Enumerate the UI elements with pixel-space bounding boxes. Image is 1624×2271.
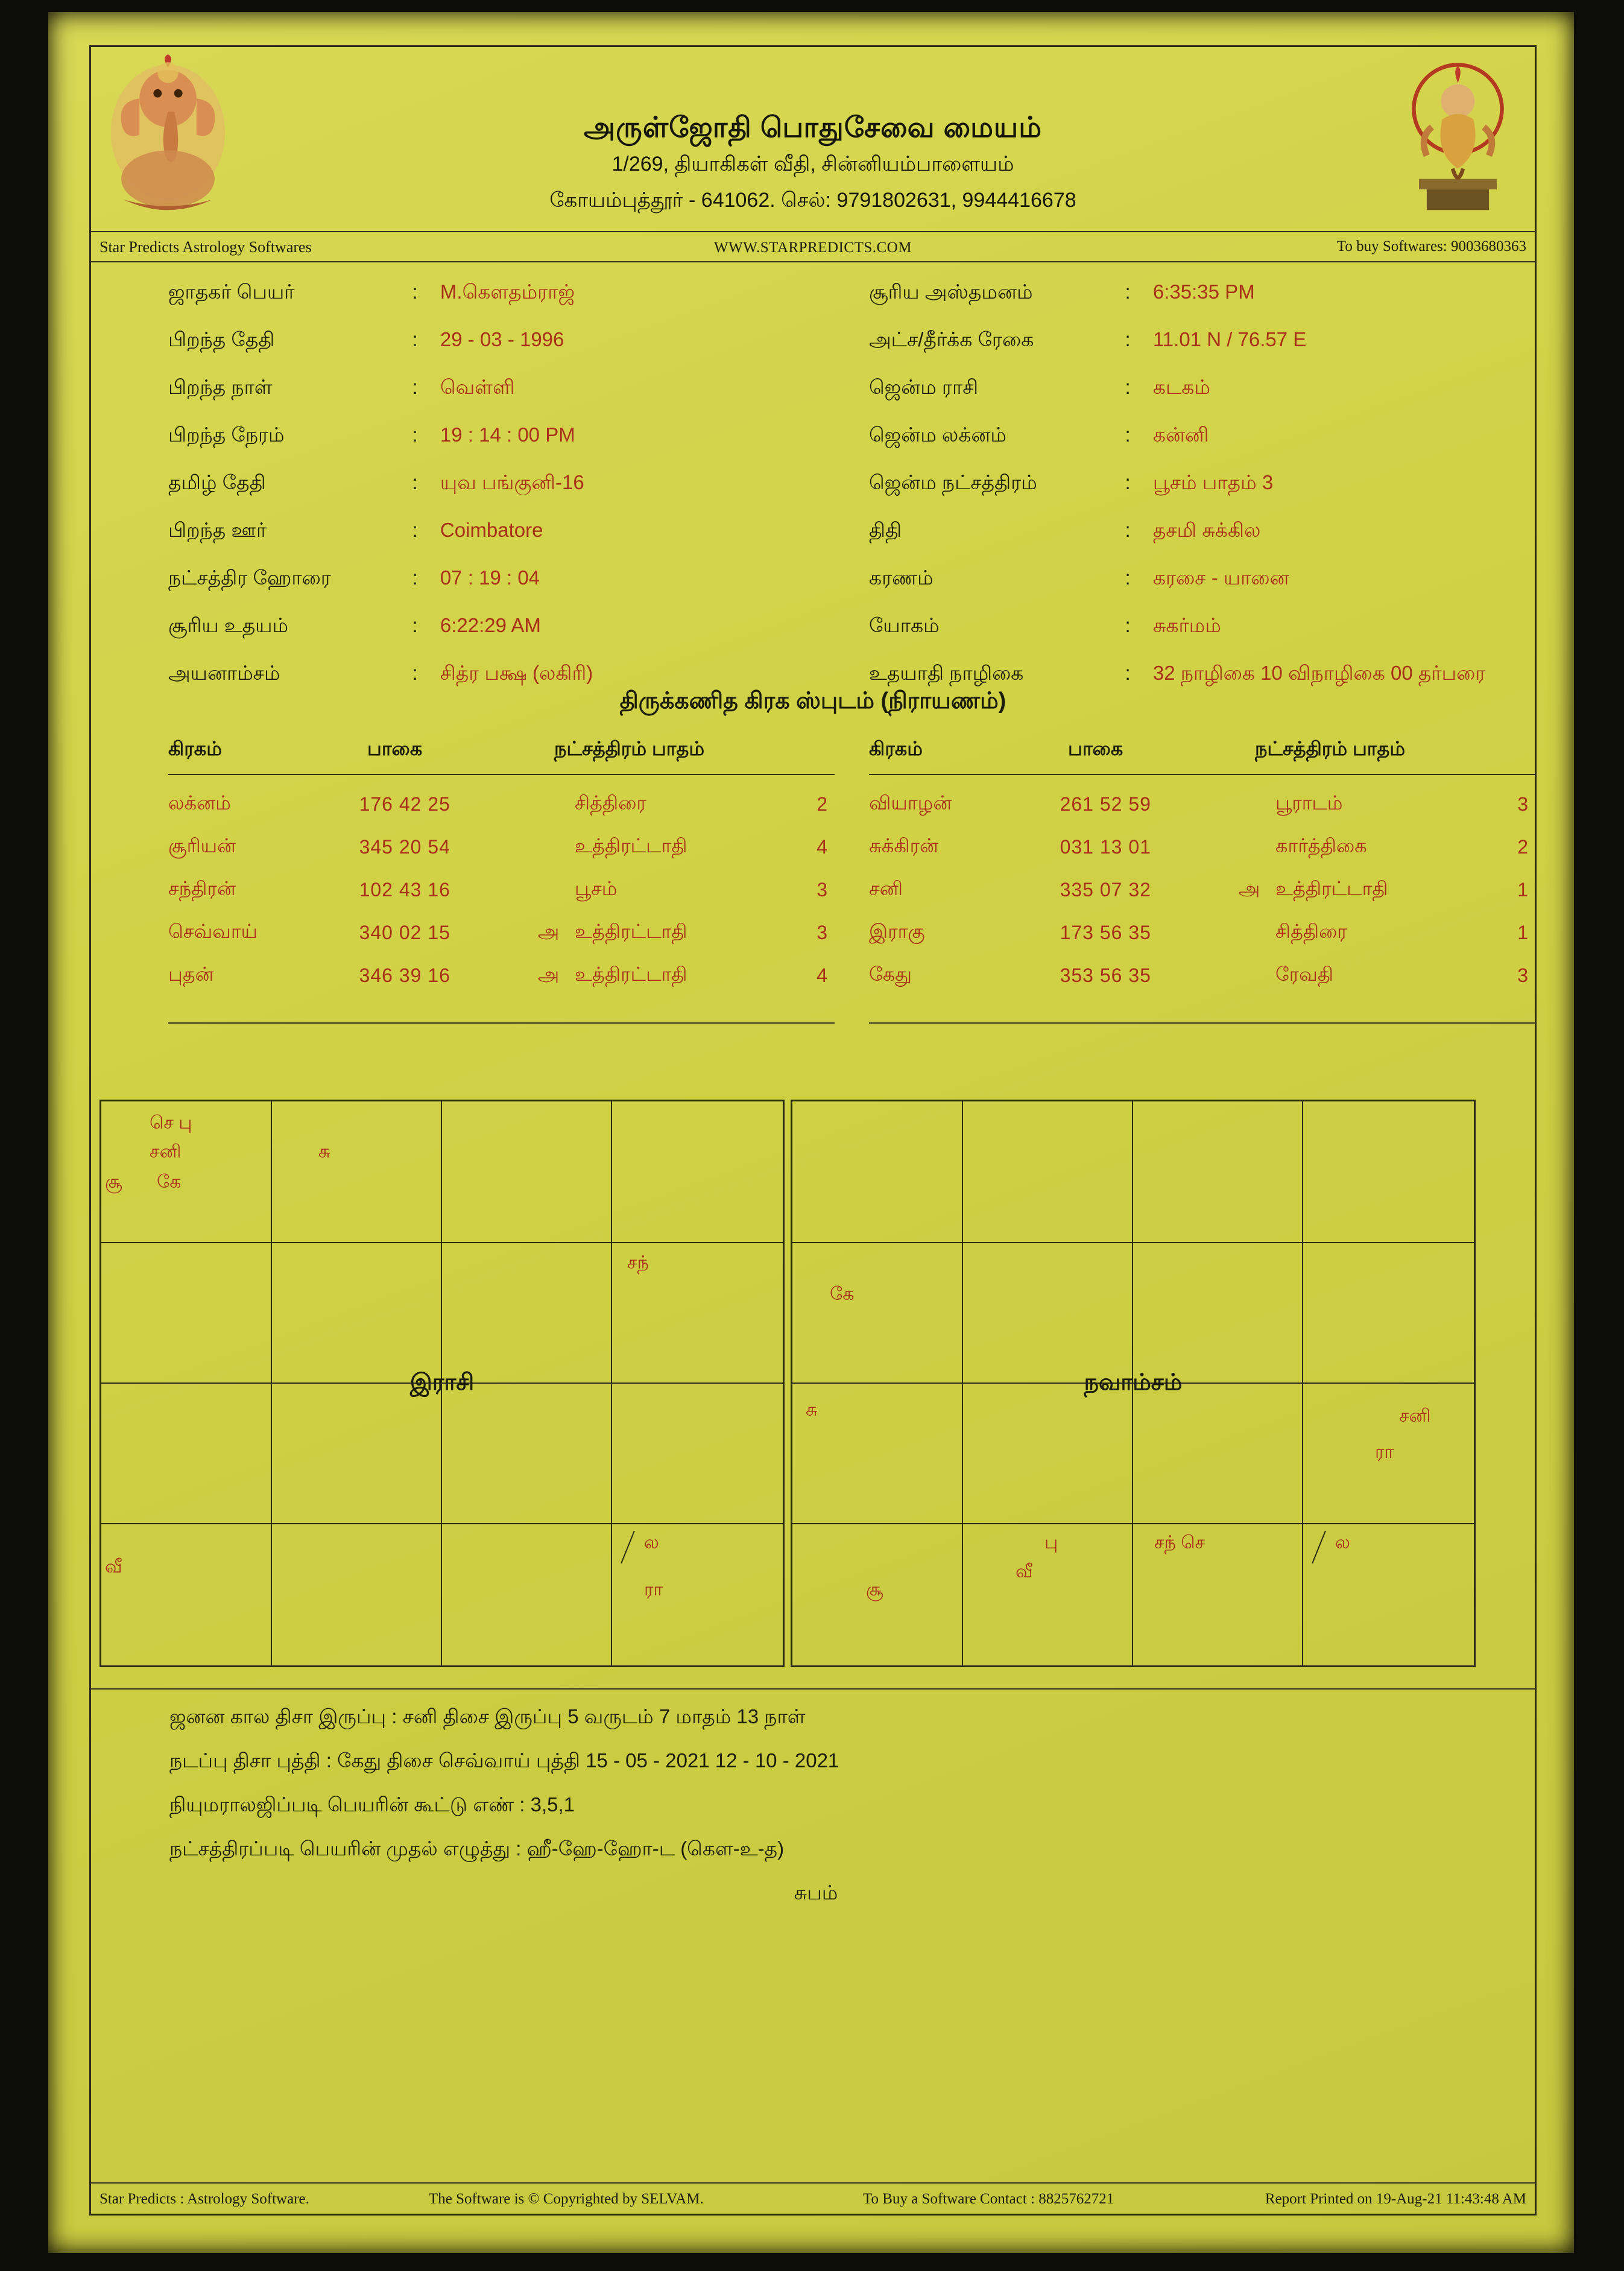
table-row bbox=[168, 955, 835, 998]
colon: : bbox=[412, 566, 418, 589]
planet-retro-flag bbox=[538, 869, 575, 912]
lagna-marker bbox=[1312, 1531, 1326, 1564]
particular-row bbox=[869, 614, 1485, 662]
rasi-cell-text: சனி bbox=[150, 1142, 182, 1162]
particular-value: M.கௌதம்ராஜ் bbox=[440, 280, 575, 303]
table-row bbox=[869, 869, 1535, 912]
particular-value: Coimbatore bbox=[440, 519, 543, 541]
planet-degree: 335 07 32 bbox=[1060, 879, 1151, 901]
particular-label: யோகம் bbox=[869, 614, 940, 636]
particular-value: 07 : 19 : 04 bbox=[440, 566, 540, 589]
table-row bbox=[869, 784, 1535, 826]
divider bbox=[869, 1022, 1535, 1024]
particular-label: சூரிய அஸ்தமனம் bbox=[869, 280, 1033, 303]
particular-label: அயனாம்சம் bbox=[168, 662, 280, 684]
current-dasa-bukthi-line: நடப்பு திசா புத்தி : கேது திசை செவ்வாய் புத்தி 15 - 05 - 2021 12 - 10 - 2021 bbox=[169, 1749, 839, 1772]
colon: : bbox=[1125, 280, 1131, 303]
planet-degree: 102 43 16 bbox=[359, 879, 450, 901]
planet-star: உத்திரட்டாதி bbox=[575, 835, 687, 857]
particular-label: ஜாதகர் பெயர் bbox=[168, 280, 295, 303]
navamsa-cell-text: சந் செ bbox=[1154, 1533, 1205, 1553]
navamsa-cell-text: கே bbox=[830, 1284, 855, 1304]
planet-pada: 3 bbox=[1517, 964, 1528, 986]
rasi-chart bbox=[100, 1100, 785, 1667]
particulars-right-column bbox=[869, 280, 1485, 709]
particular-row bbox=[869, 376, 1485, 423]
col-degree: பாகை bbox=[367, 738, 423, 759]
planet-retro-flag bbox=[1239, 784, 1275, 826]
planet-retro-flag bbox=[538, 784, 575, 826]
planet-name: சூரியன் bbox=[168, 835, 236, 857]
dasa-summary bbox=[91, 1688, 1535, 1907]
particular-value: 29 - 03 - 1996 bbox=[440, 328, 564, 350]
particular-value: 32 நாழிகை 10 விநாழிகை 00 தர்பரை bbox=[1152, 662, 1486, 684]
colon: : bbox=[412, 376, 418, 398]
planet-star: உத்திரட்டாதி bbox=[575, 963, 687, 985]
planet-degree: 353 56 35 bbox=[1060, 964, 1151, 986]
planet-name: வியாழன் bbox=[869, 792, 952, 814]
footer-print-timestamp: Report Printed on 19-Aug-21 11:43:48 AM bbox=[1265, 2191, 1526, 2207]
particular-row bbox=[168, 471, 593, 519]
planet-degree: 261 52 59 bbox=[1060, 793, 1151, 815]
name-letter-line: நட்சத்திரப்படி பெயரின் முதல் எழுத்து : ஹீ-ஹே-ஹோ-ட (கௌ-உ-த) bbox=[169, 1837, 785, 1860]
particular-label: நட்சத்திர ஹோரை bbox=[168, 566, 331, 589]
particular-label: ஜென்ம நட்சத்திரம் bbox=[869, 471, 1037, 493]
rasi-cell-text: ல bbox=[644, 1533, 659, 1553]
navamsa-chart bbox=[791, 1100, 1476, 1667]
planet-name: சுக்கிரன் bbox=[869, 835, 939, 857]
rasi-chart-title: இராசி bbox=[409, 1370, 475, 1395]
rasi-cell-text: ரா bbox=[644, 1580, 663, 1600]
planet-star: உத்திரட்டாதி bbox=[1275, 878, 1388, 899]
software-brand: Star Predicts Astrology Softwares bbox=[100, 238, 312, 256]
col-degree: பாகை bbox=[1068, 738, 1123, 759]
colon: : bbox=[412, 471, 418, 493]
rasi-cell-text: சூ bbox=[105, 1172, 122, 1192]
planet-star: சித்திரை bbox=[1275, 920, 1347, 942]
planet-pada: 2 bbox=[817, 793, 827, 815]
org-name: அருள்ஜோதி பொதுசேவை மையம் bbox=[583, 111, 1043, 143]
navamsa-cell-text: பு bbox=[1044, 1533, 1058, 1553]
page-border bbox=[89, 45, 1537, 2216]
planet-pada: 1 bbox=[1517, 879, 1528, 901]
table-row bbox=[168, 912, 835, 955]
particular-row bbox=[168, 519, 593, 566]
planet-retro-flag: அ bbox=[537, 963, 560, 985]
planet-pada: 3 bbox=[817, 879, 827, 901]
buy-software-contact: To buy Softwares: 9003680363 bbox=[1336, 238, 1526, 255]
planet-retro-flag bbox=[1239, 826, 1275, 869]
particular-row bbox=[869, 519, 1485, 566]
particular-value: கரசை - யானை bbox=[1152, 566, 1289, 589]
rasi-cell-text: கே bbox=[157, 1172, 182, 1192]
table-row bbox=[168, 869, 835, 912]
particular-value: கன்னி bbox=[1152, 423, 1209, 446]
col-planet: கிரகம் bbox=[869, 738, 923, 759]
planet-name: கேது bbox=[869, 963, 912, 985]
table-row bbox=[168, 826, 835, 869]
particular-value: கடகம் bbox=[1152, 376, 1210, 398]
planet-name: சனி bbox=[869, 878, 903, 899]
particular-row bbox=[168, 280, 593, 328]
particular-value: தசமி சுக்கில bbox=[1152, 519, 1261, 541]
planet-star: பூசம் bbox=[575, 878, 618, 899]
colon: : bbox=[412, 280, 418, 303]
particular-row bbox=[168, 328, 593, 376]
document-header bbox=[91, 47, 1535, 262]
website-url[interactable]: WWW.STARPREDICTS.COM bbox=[714, 239, 912, 256]
planet-pada: 2 bbox=[1517, 836, 1528, 858]
particular-label: பிறந்த நாள் bbox=[168, 376, 273, 398]
colon: : bbox=[1125, 423, 1131, 446]
birth-particulars bbox=[91, 262, 1535, 699]
planet-pada: 1 bbox=[1517, 922, 1528, 943]
rasi-cell-text: வீ bbox=[105, 1557, 122, 1577]
planet-retro-flag bbox=[1239, 955, 1275, 998]
navamsa-cell-text: சூ bbox=[866, 1580, 883, 1600]
col-star-pada: நட்சத்திரம் பாதம் bbox=[1255, 738, 1406, 759]
dasa-balance-line: ஜனன கால திசா இருப்பு : சனி திசை இருப்பு 5 வருடம் 7 மாதம் 13 நாள் bbox=[169, 1705, 806, 1728]
particular-label: உதயாதி நாழிகை bbox=[869, 662, 1024, 684]
particular-label: பிறந்த தேதி bbox=[168, 328, 275, 350]
planet-degree: 176 42 25 bbox=[359, 793, 450, 815]
rasi-cell-text: சு bbox=[318, 1142, 330, 1162]
col-planet: கிரகம் bbox=[168, 738, 222, 759]
rasi-cell-text: செ பு bbox=[150, 1113, 192, 1133]
footer-contact: To Buy a Software Contact : 8825762721 bbox=[863, 2191, 1114, 2207]
particular-label: கரணம் bbox=[869, 566, 934, 589]
planet-name: சந்திரன் bbox=[168, 878, 236, 899]
planet-retro-flag bbox=[538, 826, 575, 869]
colon: : bbox=[1125, 662, 1131, 684]
chart-area bbox=[91, 1100, 1535, 1679]
planet-degree: 346 39 16 bbox=[359, 964, 450, 986]
colon: : bbox=[412, 662, 418, 684]
colon: : bbox=[1125, 328, 1131, 350]
table-row bbox=[869, 912, 1535, 955]
particular-row bbox=[869, 423, 1485, 471]
col-star-pada: நட்சத்திரம் பாதம் bbox=[554, 738, 705, 759]
planet-name: செவ்வாய் bbox=[168, 920, 258, 942]
particular-label: திதி bbox=[869, 519, 902, 541]
header-strip bbox=[91, 231, 1535, 261]
planet-star: ரேவதி bbox=[1275, 963, 1334, 985]
planet-table-title: திருக்கணித கிரக ஸ்புடம் (நிராயணம்) bbox=[619, 688, 1006, 714]
colon: : bbox=[1125, 471, 1131, 493]
particular-value: யுவ பங்குனி-16 bbox=[440, 471, 584, 493]
footer-software-name: Star Predicts : Astrology Software. bbox=[100, 2191, 309, 2207]
colon: : bbox=[412, 423, 418, 446]
subam-text: சுபம் bbox=[794, 1881, 838, 1904]
particular-value: பூசம் பாதம் 3 bbox=[1152, 471, 1274, 493]
planet-retro-flag: அ bbox=[537, 920, 560, 942]
planet-star: உத்திரட்டாதி bbox=[575, 920, 687, 942]
navamsa-chart-title: நவாம்சம் bbox=[1084, 1370, 1183, 1395]
planet-degree: 340 02 15 bbox=[359, 922, 450, 943]
planet-name: இராகு bbox=[869, 920, 925, 942]
particular-row bbox=[869, 566, 1485, 614]
particular-value: 19 : 14 : 00 PM bbox=[440, 423, 575, 446]
particular-label: ஜென்ம லக்னம் bbox=[869, 423, 1006, 446]
colon: : bbox=[1125, 614, 1131, 636]
colon: : bbox=[1125, 566, 1131, 589]
navamsa-cell-text: வீ bbox=[1016, 1562, 1033, 1582]
planet-name: லக்னம் bbox=[168, 792, 231, 814]
particular-row bbox=[168, 376, 593, 423]
planet-star: சித்திரை bbox=[575, 792, 646, 814]
horoscope-sheet bbox=[48, 12, 1574, 2253]
planet-degree: 031 13 01 bbox=[1060, 836, 1151, 858]
planet-name: புதன் bbox=[168, 963, 214, 985]
particular-value: 6:22:29 AM bbox=[440, 614, 541, 636]
colon: : bbox=[1125, 519, 1131, 541]
rasi-cell-text: சந் bbox=[627, 1253, 649, 1273]
colon: : bbox=[412, 614, 418, 636]
particular-row bbox=[168, 566, 593, 614]
planet-table-right bbox=[869, 734, 1535, 998]
table-row bbox=[869, 826, 1535, 869]
particular-label: அட்ச/தீர்க்க ரேகை bbox=[869, 328, 1034, 350]
colon: : bbox=[412, 328, 418, 350]
planet-table-left bbox=[168, 734, 835, 998]
colon: : bbox=[412, 519, 418, 541]
planet-degree: 345 20 54 bbox=[359, 836, 450, 858]
navamsa-cell-text: சனி bbox=[1399, 1406, 1431, 1426]
table-row bbox=[869, 955, 1535, 998]
particular-row bbox=[869, 280, 1485, 328]
particular-value: சுகர்மம் bbox=[1152, 614, 1221, 636]
footer-strip bbox=[91, 2182, 1535, 2214]
divider bbox=[168, 1022, 835, 1024]
footer-copyright: The Software is © Copyrighted by SELVAM. bbox=[429, 2191, 704, 2207]
planet-retro-flag: அ bbox=[1238, 878, 1260, 899]
planet-pada: 3 bbox=[817, 922, 827, 943]
planet-pada: 4 bbox=[817, 836, 827, 858]
navamsa-cell-text: ல bbox=[1335, 1533, 1350, 1553]
planet-pada: 3 bbox=[1517, 793, 1528, 815]
particular-value: 6:35:35 PM bbox=[1152, 280, 1255, 303]
table-row bbox=[168, 784, 835, 826]
particular-row bbox=[869, 328, 1485, 376]
navamsa-cell-text: சு bbox=[806, 1400, 818, 1420]
particular-value: வெள்ளி bbox=[440, 376, 515, 398]
particular-row bbox=[168, 614, 593, 662]
org-address-line1: 1/269, தியாகிகள் வீதி, சின்னியம்பாளையம் bbox=[611, 153, 1014, 176]
planet-star: கார்த்திகை bbox=[1275, 835, 1367, 857]
numerology-line: நியுமராலஜிப்படி பெயரின் கூட்டு எண் : 3,5,1 bbox=[169, 1793, 575, 1816]
navamsa-cell-text: ரா bbox=[1375, 1442, 1394, 1462]
particular-label: பிறந்த ஊர் bbox=[168, 519, 267, 541]
particular-label: சூரிய உதயம் bbox=[168, 614, 289, 636]
particular-label: தமிழ் தேதி bbox=[168, 471, 266, 493]
particular-value: சித்ர பக்ஷ (லகிரி) bbox=[440, 662, 593, 684]
planet-pada: 4 bbox=[817, 964, 827, 986]
planet-degree: 173 56 35 bbox=[1060, 922, 1151, 943]
planet-positions bbox=[91, 734, 1535, 1096]
particular-label: பிறந்த நேரம் bbox=[168, 423, 285, 446]
lagna-marker bbox=[621, 1531, 635, 1564]
planet-table-header bbox=[168, 734, 835, 775]
planet-retro-flag bbox=[1239, 912, 1275, 955]
particular-row bbox=[168, 423, 593, 471]
planet-star: பூராடம் bbox=[1275, 792, 1343, 814]
particulars-left-column bbox=[168, 280, 593, 709]
colon: : bbox=[1125, 376, 1131, 398]
org-address-line2: கோயம்புத்தூர் - 641062. செல்: 9791802631, 9944416678 bbox=[549, 189, 1076, 212]
particular-row bbox=[869, 471, 1485, 519]
particular-value: 11.01 N / 76.57 E bbox=[1152, 328, 1307, 350]
planet-table-header bbox=[869, 734, 1535, 775]
particular-label: ஜென்ம ராசி bbox=[869, 376, 979, 398]
